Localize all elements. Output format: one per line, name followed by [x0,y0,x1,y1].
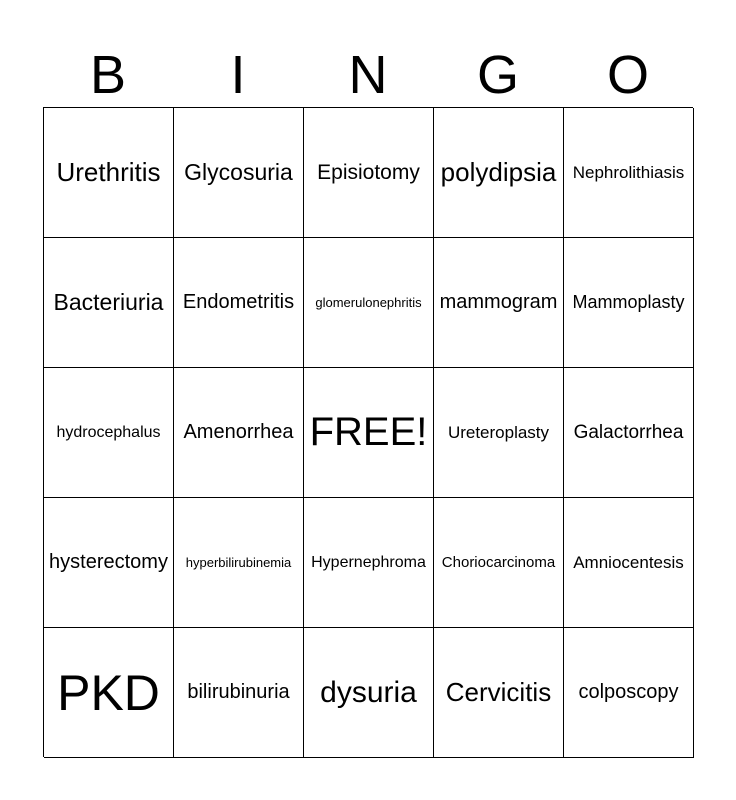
bingo-cell: Glycosuria [174,108,304,238]
header-letter-i: I [230,45,246,105]
bingo-cell: PKD [44,628,174,758]
bingo-cell: hydrocephalus [44,368,174,498]
bingo-cell: dysuria [304,628,434,758]
header-letter-n: N [348,45,388,105]
bingo-cell: glomerulonephritis [304,238,434,368]
bingo-cell: Cervicitis [434,628,564,758]
bingo-cell: Choriocarcinoma [434,498,564,628]
bingo-cell: Endometritis [174,238,304,368]
bingo-cell: colposcopy [564,628,694,758]
header-letter-b: B [89,45,127,105]
header-letter-o: O [606,45,649,105]
bingo-cell: Episiotomy [304,108,434,238]
bingo-cell: hysterectomy [44,498,174,628]
bingo-header [43,44,693,106]
bingo-cell: mammogram [434,238,564,368]
bingo-cell: hyperbilirubinemia [174,498,304,628]
bingo-cell: Ureteroplasty [434,368,564,498]
bingo-cell: Amenorrhea [174,368,304,498]
bingo-cell: Bacteriuria [44,238,174,368]
bingo-cell: Urethritis [44,108,174,238]
header-letter-g: G [476,45,519,105]
bingo-cell: Galactorrhea [564,368,694,498]
bingo-board [43,107,693,757]
bingo-cell: Mammoplasty [564,238,694,368]
free-space: FREE! [304,368,434,498]
bingo-cell: bilirubinuria [174,628,304,758]
bingo-cell: Nephrolithiasis [564,108,694,238]
bingo-cell: polydipsia [434,108,564,238]
bingo-cell: Amniocentesis [564,498,694,628]
bingo-cell: Hypernephroma [304,498,434,628]
